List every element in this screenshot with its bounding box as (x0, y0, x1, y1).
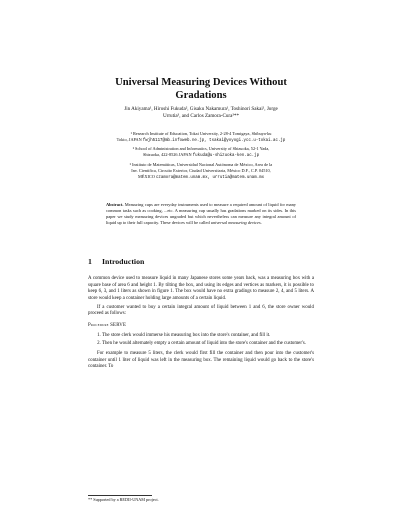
affiliation-2-email: fukuda@u-shizuoka-ken.ac.jp (192, 154, 260, 159)
author-list (88, 106, 314, 120)
footnote: ** Supported by a REDII-UNAM project. (88, 497, 159, 502)
section-heading (88, 257, 144, 266)
affiliation-3-email: czamora@matem.unam.mx, urrutia@matem.unam.mx (155, 175, 265, 180)
paragraph-3: For example to measure 5 liters, the clerk would first fill the container and then pour into the customer's container until 1 liter of liquid was left in the measuring box. The remaining liquid would go back to the store's container. To (88, 351, 314, 370)
affiliation-3: ³ Instituto de Matemáticas, Universidad Nacional Autónoma de México, Area de la Inv. Cientifica, Circuito Exterior, Ciudad Universitaria, México D.F., C.P. 04510, MÉXICO czamora@matem.unam.mx, urrutia@matem.unam.mx (129, 161, 273, 180)
footnote-divider (88, 495, 152, 496)
procedure-step: 2. Then he would alternately empty a certain amount of liquid into the store's container and the customer's. (102, 341, 314, 348)
section-title: Introduction (102, 257, 145, 266)
intro-body (88, 276, 314, 373)
affiliation-2: ² School of Administration and Informatics, University of Shizuoka, 52-1 Yada, Shizuoka, 422-8526 JAPAN fukuda@u-shizuoka-ken.ac.jp (132, 146, 270, 159)
authors-line-1: Jin Akiyama¹, Hiroshi Fukuda², Gisaku Nakamura¹, Toshinori Sakai¹, Jorge (124, 106, 278, 112)
abstract: Abstract. Measuring cups are everyday instruments used to measure a required amount of liquid for many common tasks such as cooking, ...etc. A measuring cup usually has gradations marked on its sides. In this paper we study measuring devices ungraded but which nevertheless can measure any integral amount of liquid up to their full capacity. These devices will be called universal measuring devices. (106, 202, 296, 225)
section-number: 1 (88, 257, 92, 266)
authors-line-2: Urrutia³, and Carlos Zamora-Cura³** (162, 113, 240, 119)
abstract-text: Measuring cups are everyday instruments used to measure a required amount of liquid for many common tasks such as cooking, ...etc. A measuring cup usually has gradations marked on its sides. In this paper we study measuring devices ungraded but which nevertheless can measure any integral amount of liquid up to their full capacity. These devices will be called (106, 202, 296, 225)
procedure-step: 1. The store clerk would immerse his measuring box into the store's container, and fill it. (102, 333, 314, 340)
paragraph-1: A common device used to measure liquid in many Japanese stores some years back, was a measuring box with a square base of area 6 and height 1. By tilting the box, and using its edges and vertices as markers, it is possible to keep 6, 3, and 1 liters as shown in figure 1. The box would have no extra gradings to measure 2, 4, and 5 liters. A store would keep a container holding large amounts of a certain liquid. (88, 276, 314, 301)
abstract-italic: universal measuring devices (210, 220, 261, 225)
procedure-steps (88, 333, 314, 348)
abstract-label: Abstract. (106, 202, 124, 207)
procedure-title: Procedure SERVE (88, 323, 127, 329)
affiliation-1: ¹ Research Institute of Education, Tokai University, 2-28-4 Tomigaya, Shibuya-ku Tokio, JAPAN fwjh5117@mb.infoweb.ne.jp, tsakai@yoyogi.ycc.u-tokai.ac.jp (116, 131, 286, 143)
paragraph-2: If a customer wanted to buy a certain integral amount of liquid between 1 and 6, the store owner would proceed as follows: (88, 304, 314, 317)
affiliations (88, 131, 314, 183)
title-line-1: Universal Measuring Devices Without (115, 77, 287, 88)
title-line-2: Gradations (175, 90, 227, 101)
affiliation-1-email: fwjh5117@mb.infoweb.ne.jp, tsakai@yoyogi.ycc.u-tokai.ac.jp (142, 138, 286, 143)
paper-title (88, 76, 314, 102)
